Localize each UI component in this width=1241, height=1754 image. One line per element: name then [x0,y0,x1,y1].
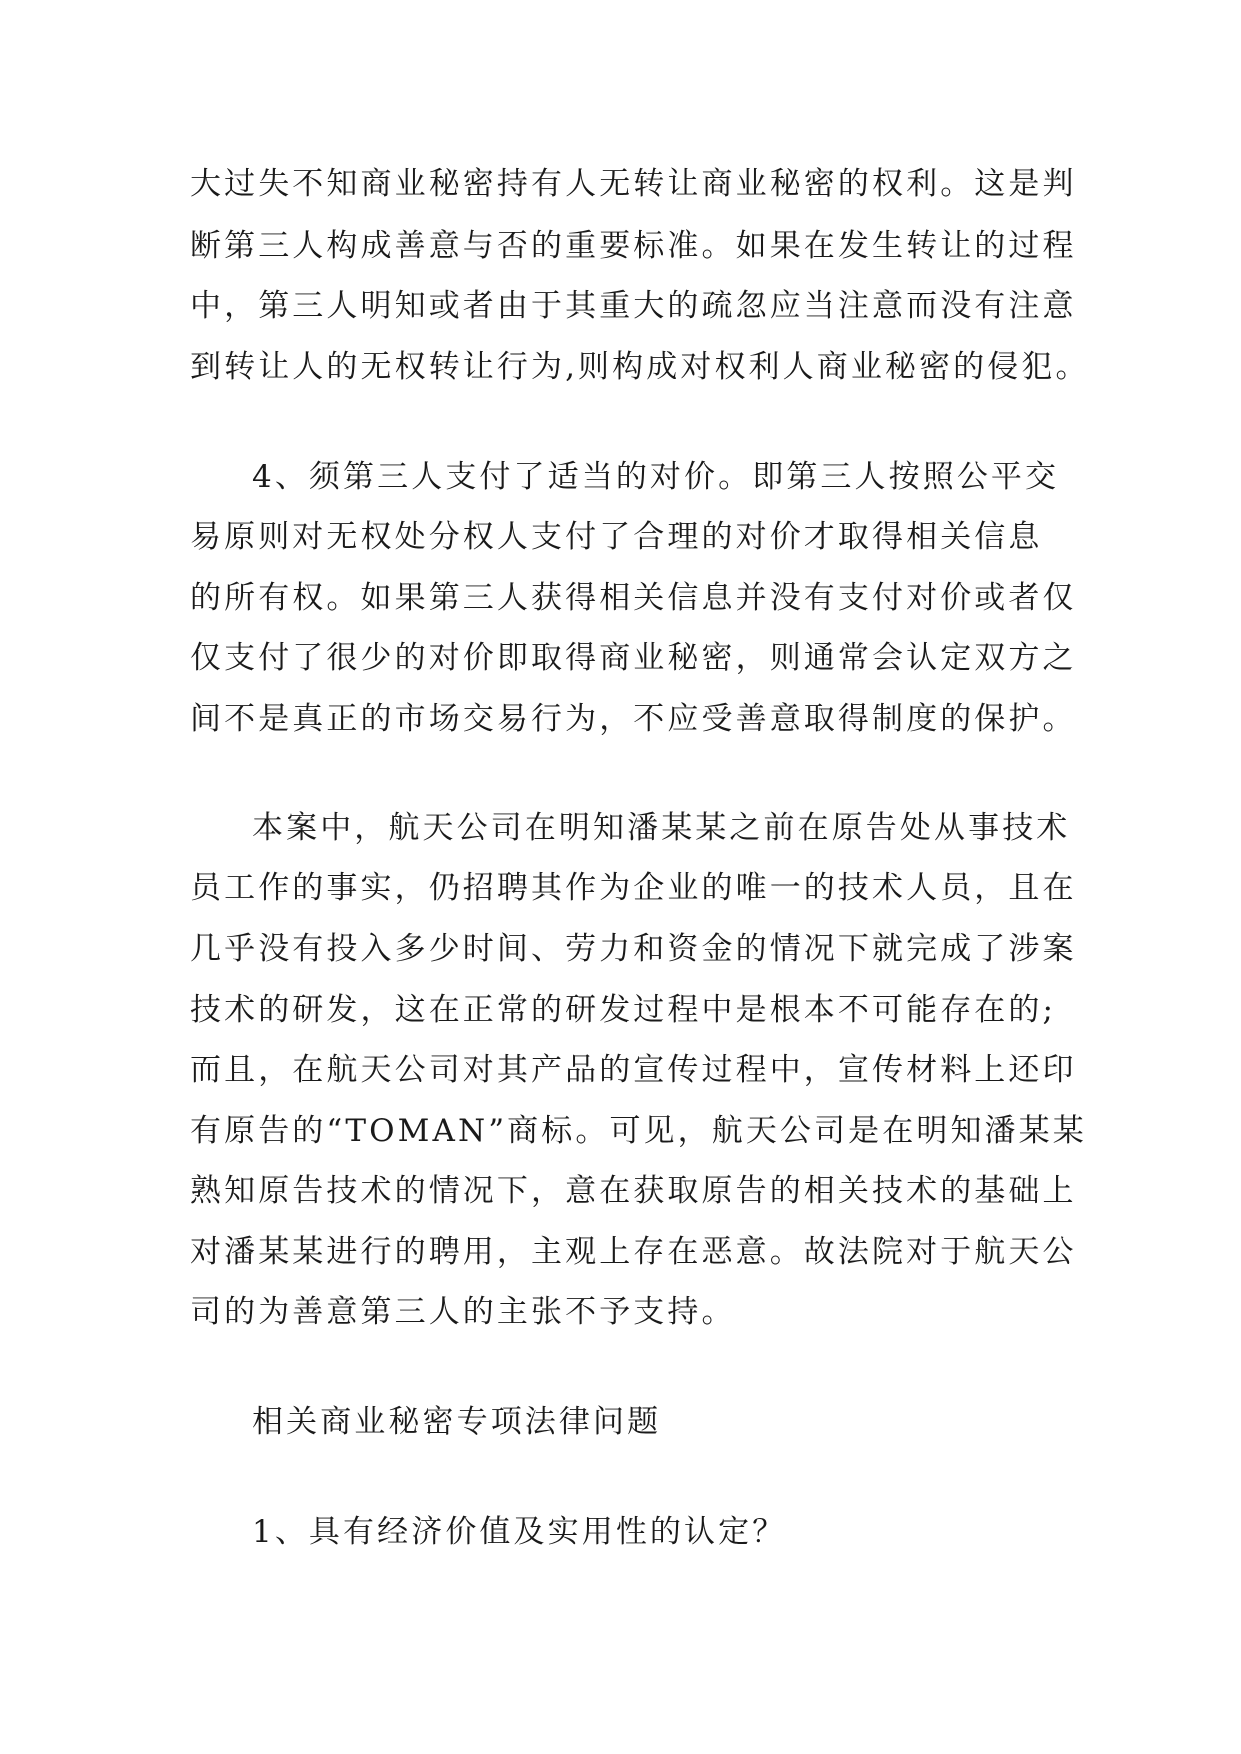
paragraph-line: 易原则对无权处分权人支付了合理的对价才取得相关信息 [190,519,1043,555]
paragraph-line: 中，第三人明知或者由于其重大的疏忽应当注意而没有注意 [190,288,1077,324]
paragraph-line: 的所有权。如果第三人获得相关信息并没有支付对价或者仅 [190,580,1077,616]
paragraph-line: 仅支付了很少的对价即取得商业秘密，则通常会认定双方之 [190,640,1077,676]
question-item: 1、具有经济价值及实用性的认定？ [252,1514,787,1550]
paragraph-line: 技术的研发，这在正常的研发过程中是根本不可能存在的; [190,992,1057,1028]
paragraph-line: 而且，在航天公司对其产品的宣传过程中，宣传材料上还印 [190,1052,1077,1088]
paragraph-line: 几乎没有投入多少时间、劳力和资金的情况下就完成了涉案 [190,931,1077,967]
section-heading: 相关商业秘密专项法律问题 [252,1404,662,1440]
paragraph-line: 有原告的“TOMAN”商标。可见，航天公司是在明知潘某某 [190,1113,1087,1149]
paragraph-line: 大过失不知商业秘密持有人无转让商业秘密的权利。这是判 [190,166,1077,202]
paragraph-line: 4、须第三人支付了适当的对价。即第三人按照公平交 [252,459,1060,495]
paragraph-line: 对潘某某进行的聘用，主观上存在恶意。故法院对于航天公 [190,1234,1077,1270]
paragraph-line: 本案中，航天公司在明知潘某某之前在原告处从事技术 [252,810,1071,846]
paragraph-line: 员工作的事实，仍招聘其作为企业的唯一的技术人员，且在 [190,870,1077,906]
paragraph-line: 间不是真正的市场交易行为，不应受善意取得制度的保护。 [190,701,1077,737]
paragraph-line: 司的为善意第三人的主张不予支持。 [190,1294,736,1330]
paragraph-line: 断第三人构成善意与否的重要标准。如果在发生转让的过程 [190,228,1077,264]
paragraph-line: 到转让人的无权转让行为,则构成对权利人商业秘密的侵犯。 [190,349,1090,385]
paragraph-line: 熟知原告技术的情况下，意在获取原告的相关技术的基础上 [190,1173,1077,1209]
